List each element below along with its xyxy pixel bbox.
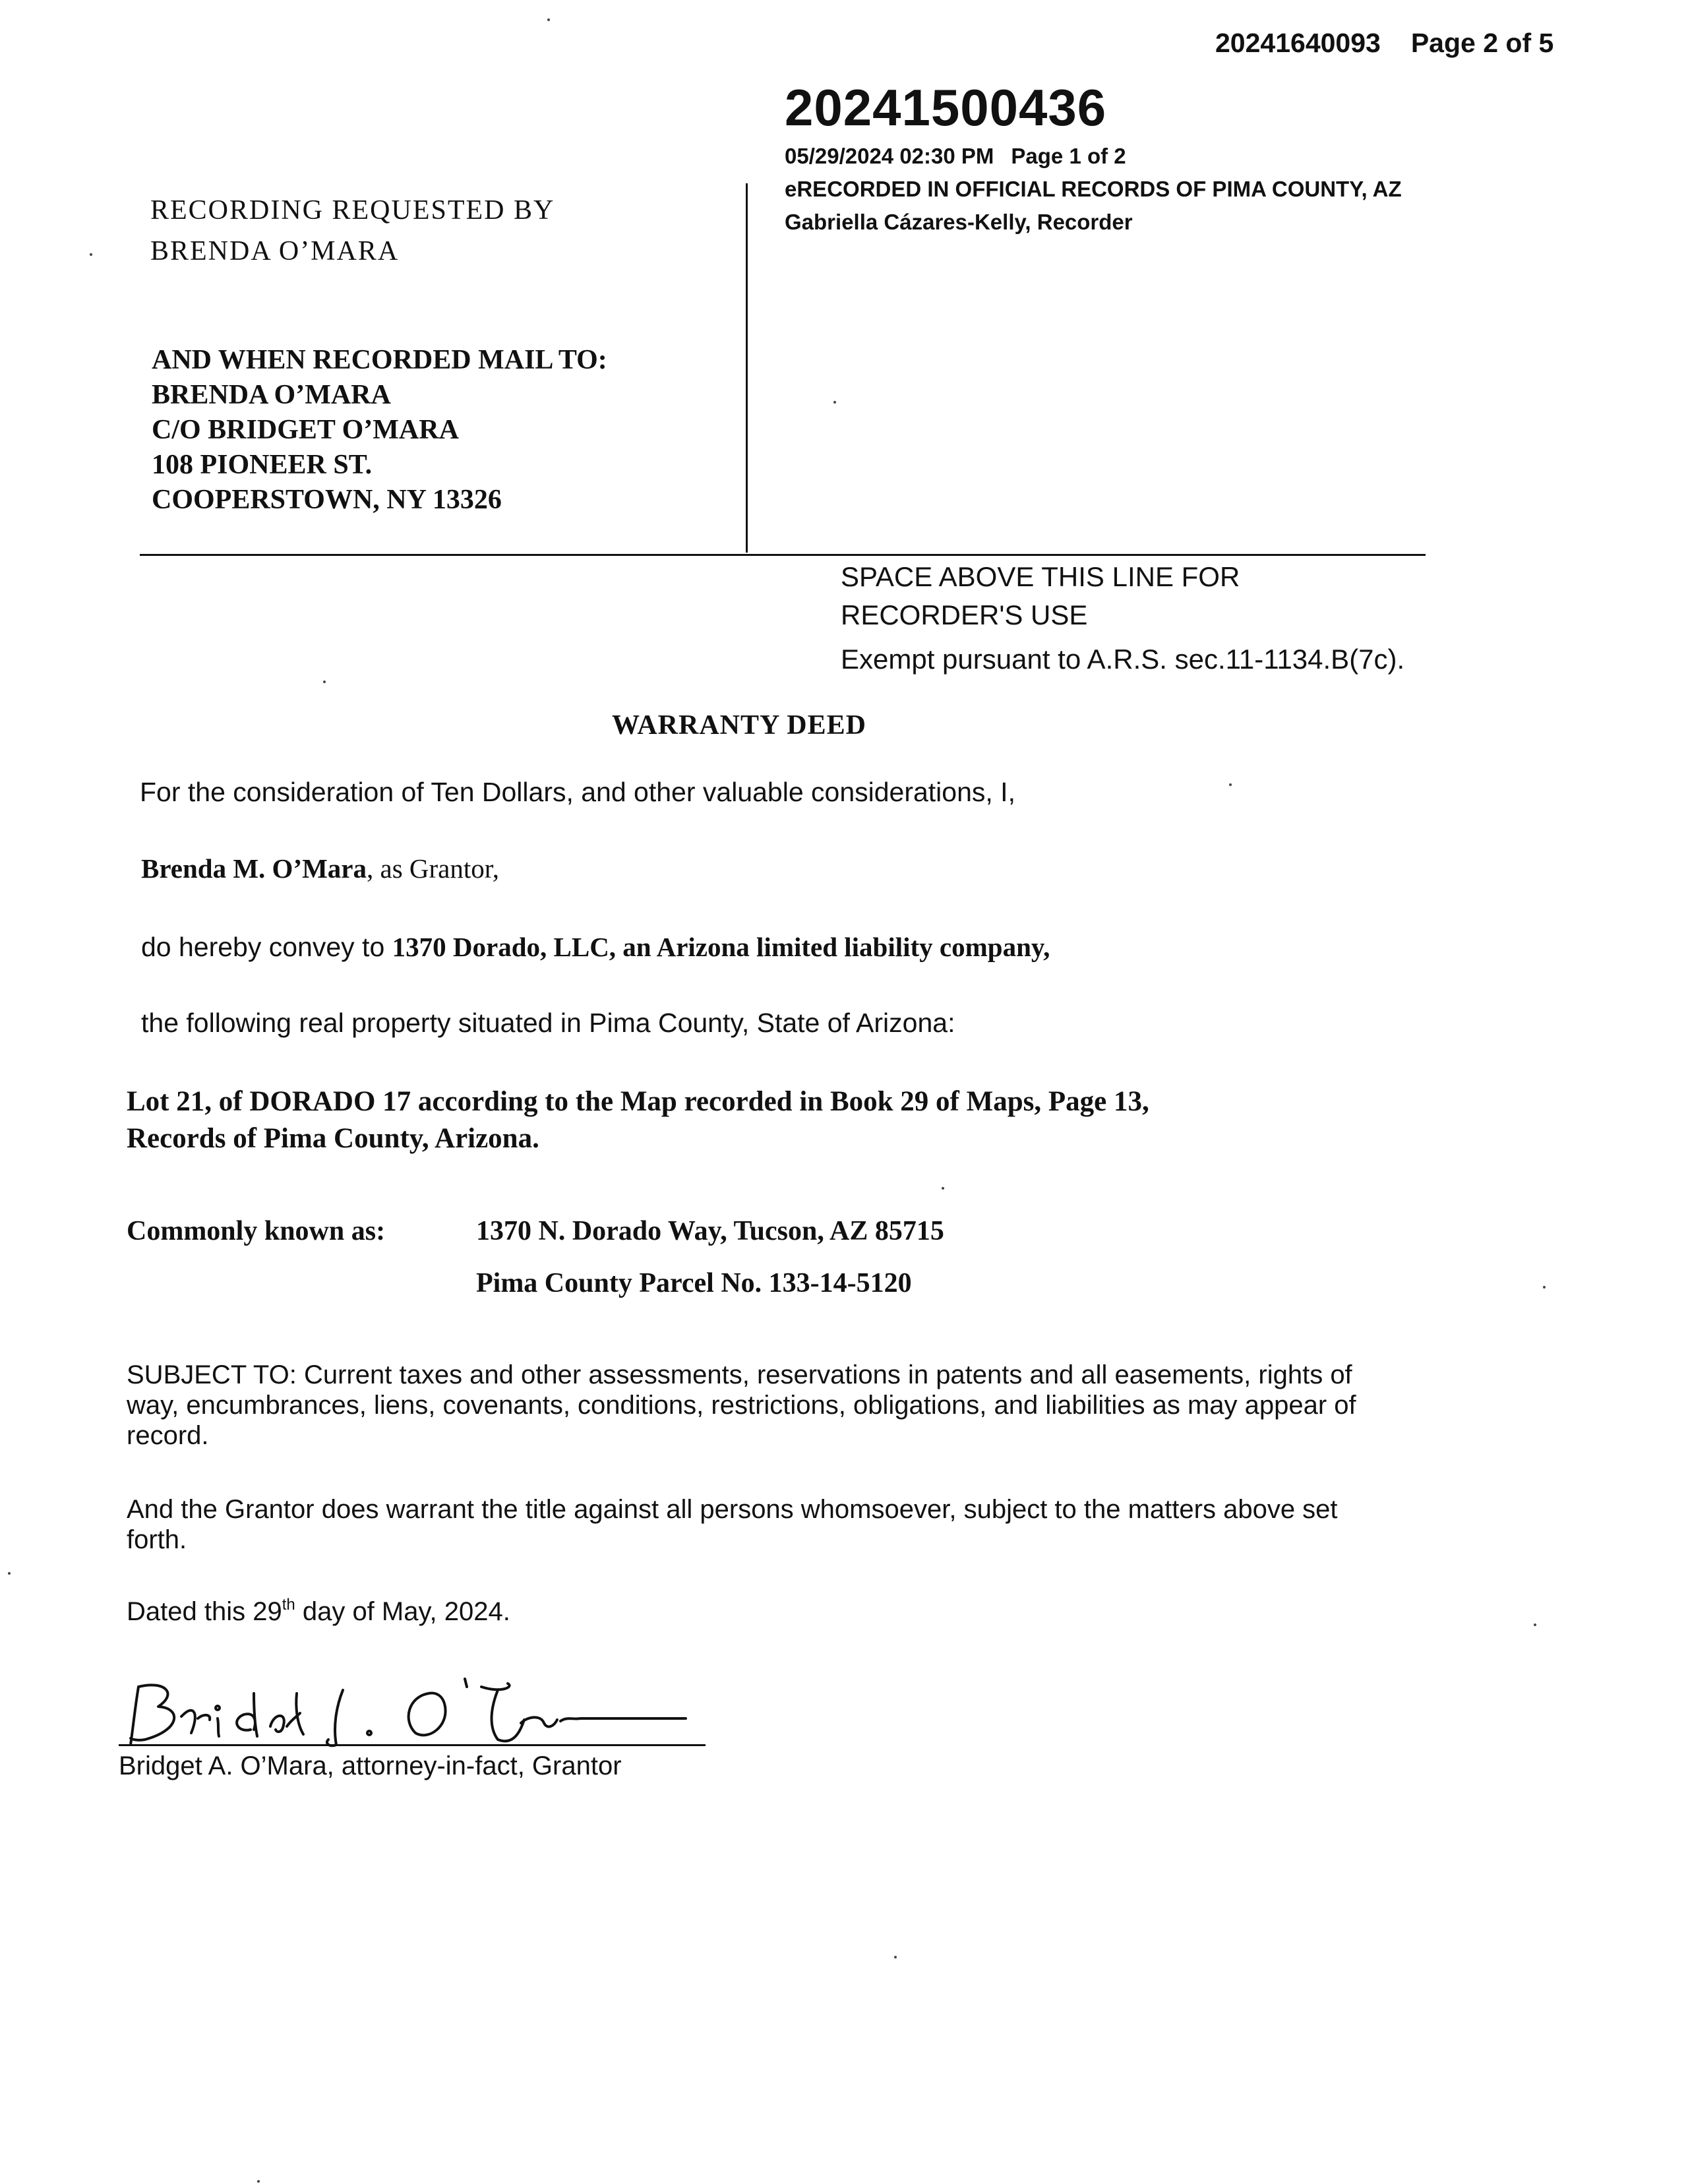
mail-to-line: BRENDA O’MARA [152, 380, 391, 410]
dated-suffix: day of May, 2024. [295, 1597, 510, 1626]
top-doc-number: 20241640093 [1215, 28, 1381, 58]
top-page-of: Page 2 of 5 [1410, 28, 1554, 58]
mail-to-block [152, 343, 607, 518]
commonly-known-label: Commonly known as: [127, 1216, 386, 1246]
exempt-note: Exempt pursuant to A.R.S. sec.11-1134.B(7c). [841, 644, 1405, 675]
convey-prefix: do hereby convey to [141, 932, 392, 962]
recorded-in: eRECORDED IN OFFICIAL RECORDS OF PIMA COUNTY, AZ [785, 177, 1402, 201]
mail-to-line: COOPERSTOWN, NY 13326 [152, 485, 502, 515]
grantor-line [141, 853, 499, 884]
scan-speck [547, 18, 550, 21]
consideration-text: For the consideration of Ten Dollars, and other valuable considerations, I, [140, 777, 1015, 807]
property-address: 1370 N. Dorado Way, Tucson, AZ 85715 [476, 1216, 944, 1246]
mail-to-heading: AND WHEN RECORDED MAIL TO: [152, 345, 607, 375]
vertical-divider [746, 183, 748, 553]
dated-line [127, 1596, 510, 1627]
recorded-datetime-line [785, 144, 1126, 169]
mail-to-line: C/O BRIDGET O’MARA [152, 415, 459, 445]
scan-speck [1543, 1286, 1546, 1289]
dated-prefix: Dated this 29 [127, 1597, 282, 1626]
scan-speck [1229, 783, 1232, 786]
recorder-use-note [841, 558, 1240, 634]
recorder-use-line2: RECORDER'S USE [841, 599, 1088, 630]
grantor-name: Brenda M. O’Mara [141, 853, 367, 884]
subject-to-clause: SUBJECT TO: Current taxes and other assessments, reservations in patents and all easements, rights of way, encumbrances, liens, covenants, conditions, restrictions, obligations, and liabilities as may appear of record. [127, 1360, 1356, 1450]
property-intro: the following real property situated in Pima County, State of Arizona: [141, 1008, 955, 1038]
recording-requested-by [150, 190, 555, 272]
warranty-clause: And the Grantor does warrant the title against all persons whomsoever, subject to the matters above set forth. [127, 1495, 1338, 1554]
scan-speck [323, 681, 326, 683]
recording-number: 20241500436 [785, 78, 1107, 136]
legal-line: Records of Pima County, Arizona. [127, 1123, 539, 1154]
legal-description [127, 1083, 1149, 1157]
recorder-use-line1: SPACE ABOVE THIS LINE FOR [841, 561, 1240, 592]
grantor-role: , as Grantor, [367, 853, 500, 884]
scan-speck [1534, 1623, 1536, 1626]
scan-speck [257, 2180, 260, 2183]
handwritten-signature [119, 1667, 699, 1753]
scan-speck [942, 1187, 944, 1190]
convey-line [141, 931, 1050, 963]
mail-to-line: 108 PIONEER ST. [152, 450, 373, 480]
requested-by-name: BRENDA O’MARA [150, 236, 400, 266]
parcel-number: Pima County Parcel No. 133-14-5120 [476, 1268, 912, 1298]
signature-line [119, 1744, 706, 1746]
requested-by-label: RECORDING REQUESTED BY [150, 195, 555, 226]
deed-title: WARRANTY DEED [612, 710, 866, 741]
recorder-name: Gabriella Cázares-Kelly, Recorder [785, 210, 1133, 234]
scan-speck [8, 1572, 11, 1575]
scan-speck [833, 401, 836, 404]
legal-line: Lot 21, of DORADO 17 according to the Map recorded in Book 29 of Maps, Page 13, [127, 1086, 1149, 1117]
scan-speck [90, 253, 92, 256]
grantee-name: 1370 Dorado, LLC, an Arizona limited liability company, [392, 932, 1050, 962]
top-stamp [1215, 28, 1553, 59]
recorded-datetime: 05/29/2024 02:30 PM [785, 144, 994, 168]
dated-ordinal: th [282, 1596, 295, 1614]
scan-speck [894, 1956, 897, 1958]
recorder-space-line [140, 554, 1426, 556]
recorded-page-of: Page 1 of 2 [1011, 144, 1126, 168]
signatory-name: Bridget A. O’Mara, attorney-in-fact, Grantor [119, 1751, 622, 1780]
